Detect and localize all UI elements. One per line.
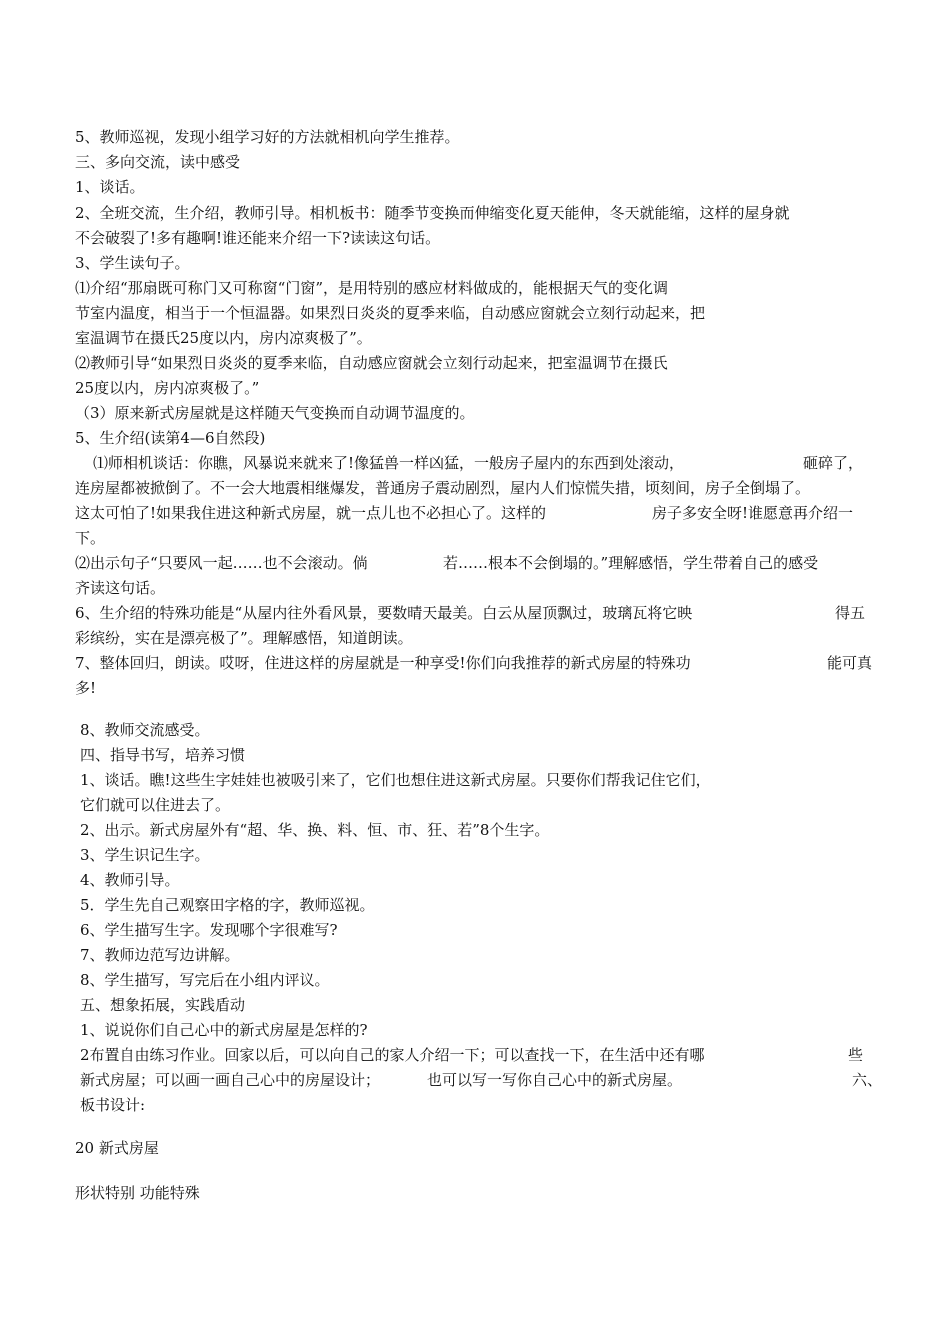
text-line: ⑵教师引导“如果烈日炎炎的夏季来临，自动感应窗就会立刻行动起来，把室温调节在摄氏: [75, 354, 668, 372]
text-line: 也可以写一写你自己心中的新式房屋。: [427, 1071, 683, 1089]
text-line: 4、教师引导。: [80, 871, 180, 889]
text-line: 房子多安全呀!谁愿意再介绍一: [652, 504, 854, 522]
board-title: 20 新式房屋: [75, 1139, 159, 1157]
text-line: 1、谈话。: [75, 178, 145, 196]
text-line: 6、生介绍的特殊功能是“从屋内往外看风景，要数晴天最美。白云从屋顶飘过，玻璃瓦将它映: [75, 604, 693, 622]
text-line: 3、学生读句子。: [75, 254, 190, 272]
text-line: 5．学生先自己观察田字格的字，教师巡视。: [80, 896, 375, 914]
text-line: 室温调节在摄氏25度以内，房内凉爽极了”。: [75, 329, 372, 347]
text-line: 7、整体回归，朗读。哎呀，住进这样的房屋就是一种享受!你们向我推荐的新式房屋的特殊功: [75, 654, 691, 672]
text-line: 不会破裂了!多有趣啊!谁还能来介绍一下?读读这句话。: [75, 229, 441, 247]
text-line: 连房屋都被掀倒了。不一会大地震相继爆发，普通房子震动剧烈，屋内人们惊慌失措，顷刻间，房子全倒塌了。: [75, 479, 811, 497]
section-heading: 四、指导书写，培养习惯: [80, 746, 246, 764]
text-line: （3）原来新式房屋就是这样随天气变换而自动调节温度的。: [75, 404, 475, 422]
text-line: 些: [848, 1046, 864, 1064]
text-line: 5、生介绍(读第4—6自然段): [75, 429, 266, 447]
text-line: 节室内温度，相当于一个恒温器。如果烈日炎炎的夏季来临，自动感应窗就会立刻行动起来，把: [75, 304, 706, 322]
text-line: 1、谈话。瞧!这些生字娃娃也被吸引来了，它们也想住进这新式房屋。只要你们帮我记住它们，: [80, 771, 711, 789]
text-line: 1、说说你们自己心中的新式房屋是怎样的?: [80, 1021, 368, 1039]
text-line: 2、全班交流，生介绍，教师引导。相机板书：随季节变换而伸缩变化夏天能伸，冬天就能缩，这样的屋身就: [75, 204, 790, 222]
text-line: 板书设计:: [80, 1096, 146, 1114]
text-line: 2、出示。新式房屋外有“超、华、换、料、恒、市、狂、若”8个生字。: [80, 821, 550, 839]
text-line: 得五: [835, 604, 866, 622]
text-line: 下。: [75, 529, 106, 547]
section-heading: 六、: [852, 1071, 883, 1089]
text-line: 彩缤纷，实在是漂亮极了”。理解感悟，知道朗读。: [75, 629, 413, 647]
text-line: 25度以内，房内凉爽极了。”: [75, 379, 260, 397]
text-line: 5、教师巡视，发现小组学习好的方法就相机向学生推荐。: [75, 128, 460, 146]
text-line: 若……根本不会倒塌的。”理解感悟，学生带着自己的感受: [443, 554, 819, 572]
section-heading: 五、想象拓展，实践盾动: [80, 996, 246, 1014]
text-line: 能可真: [827, 654, 873, 672]
text-line: 齐读这句话。: [75, 579, 166, 597]
text-line: 砸碎了，: [803, 454, 864, 472]
text-line: 新式房屋；可以画一画自己心中的房屋设计；: [80, 1071, 381, 1089]
text-line: ⑵出示句子“只要风一起……也不会滚动。倘: [75, 554, 368, 572]
text-line: 8、学生描写，写完后在小组内评议。: [80, 971, 330, 989]
text-line: 7、教师边范写边讲解。: [80, 946, 240, 964]
section-heading: 三、多向交流，读中感受: [75, 153, 241, 171]
text-line: 3、学生识记生字。: [80, 846, 210, 864]
text-line: 6、学生描写生字。发现哪个字很难写?: [80, 921, 338, 939]
board-content: 形状特别 功能特殊: [75, 1184, 200, 1202]
text-line: 多!: [75, 679, 97, 697]
text-line: ⑴介绍“那扇既可称门又可称窗“门窗”，是用特别的感应材料做成的，能根据天气的变化调: [75, 279, 669, 297]
text-line: 它们就可以住进去了。: [80, 796, 231, 814]
text-line: 2布置自由练习作业。回家以后，可以向自己的家人介绍一下；可以查找一下，在生活中还有哪: [80, 1046, 705, 1064]
text-line: 这太可怕了!如果我住进这种新式房屋，就一点儿也不必担心了。这样的: [75, 504, 547, 522]
text-line: 8、教师交流感受。: [80, 721, 210, 739]
text-line: ⑴师相机谈话：你瞧，风暴说来就来了!像猛兽一样凶猛，一般房子屋内的东西到处滚动，: [93, 454, 685, 472]
